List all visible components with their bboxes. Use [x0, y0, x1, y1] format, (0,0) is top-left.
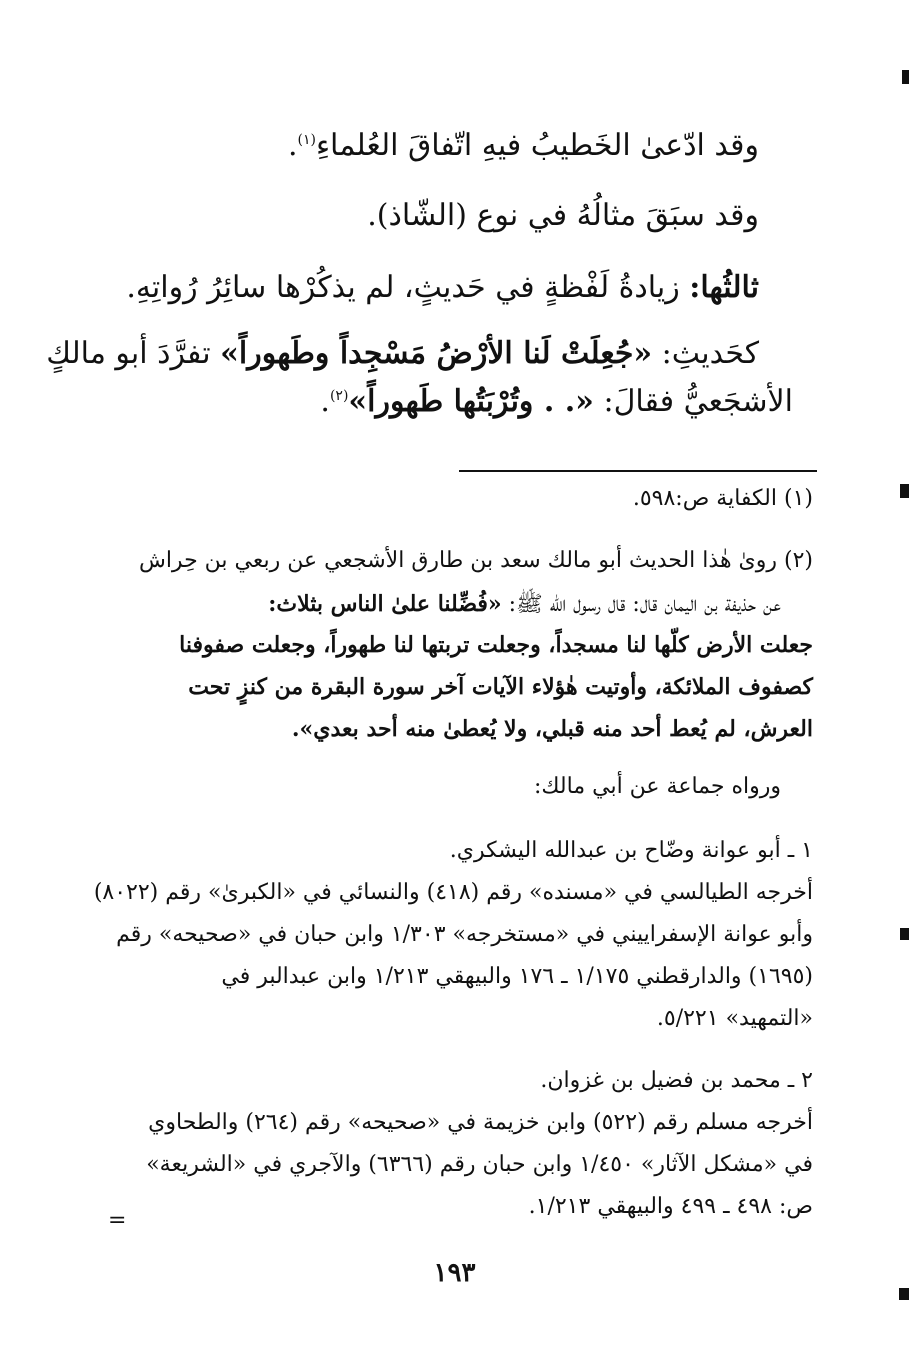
main-paragraph-2: وقد سبَقَ مثالُهُ في نوع (الشّاذ). — [367, 198, 759, 233]
continuation-mark: = — [108, 1208, 127, 1233]
item-1-title: ١ ـ أبو عوانة وضّاح بن عبدالله اليشكري. — [449, 838, 813, 863]
footnote-2-line-5: العرش، لم يُعط أحد منه قبلي، ولا يُعطىٰ منه أحد بعدي». — [291, 716, 813, 742]
paragraph-lead: ثالثُها: — [689, 270, 759, 305]
footnote-2-line-4: كصفوف الملائكة، وأوتيت هٰؤلاء الآيات آخر سورة البقرة من كنزٍ تحت — [188, 674, 813, 700]
item-1-line-1: أخرجه الطيالسي في «مسنده» رقم (٤١٨) والنسائي في «الكبرىٰ» رقم (٨٠٢٢) — [93, 880, 813, 905]
text-segment: . — [320, 384, 330, 419]
scan-mark — [902, 70, 909, 84]
main-paragraph-4-line-1 — [46, 336, 759, 371]
footnote-1: (١) الكفاية ص:٥٩٨. — [632, 486, 813, 511]
item-1-line-2: وأبو عوانة الإسفراييني في «مستخرجه» ١/٣٠٣ وابن حبان في «صحيحه» رقم — [116, 922, 813, 947]
main-text: وقد ادّعىٰ الخَطيبُ فيهِ اتّفاقَ العُلماءِ — [315, 128, 759, 163]
paragraph-text: زيادةُ لَفْظةٍ في حَديثٍ، لم يذكُرْها سائِرُ رُواتِهِ. — [126, 270, 690, 305]
item-2-line-2: في «مشكل الآثار» ١/٤٥٠ وابن حبان رقم (٦٣٦٦) والآجري في «الشريعة» — [146, 1152, 813, 1177]
item-1-line-3: (١٦٩٥) والدارقطني ١/١٧٥ ـ ١٧٦ والبيهقي ١/٢١٣ وابن عبدالبر في — [221, 964, 813, 989]
footnote-2-line-6: ورواه جماعة عن أبي مالك: — [533, 774, 781, 799]
hadith-quote: «. . وتُرْبَتُها طَهوراً» — [348, 384, 594, 419]
footnote-ref-2: (٢) — [329, 388, 349, 404]
main-paragraph-1 — [288, 128, 759, 163]
footnote-ref-1: (١) — [297, 132, 316, 148]
item-2-line-1: أخرجه مسلم رقم (٥٢٢) وابن خزيمة في «صحيحه» رقم (٢٦٤) والطحاوي — [148, 1110, 813, 1135]
text-segment: الأشجَعيُّ فقالَ: — [593, 384, 793, 419]
hadith-quote: «فُضِّلنا علىٰ الناس بثلاث: — [268, 591, 502, 617]
hadith-quote: «جُعِلَتْ لَنا الأرْضُ مَسْجِداً وطَهوراً» — [220, 336, 653, 371]
text-segment: كحَديثِ: — [652, 336, 759, 371]
item-1-line-4: «التمهيد» ٥/٢٢١. — [656, 1006, 813, 1031]
footnote-2-line-1: (٢) روىٰ هٰذا الحديث أبو مالك سعد بن طارق الأشجعي عن ربعي بن حِراش — [138, 548, 813, 573]
footnote-2-line-3: جعلت الأرض كلّها لنا مسجداً، وجعلت تربتها لنا طهوراً، وجعلت صفوفنا — [179, 632, 813, 658]
item-2-line-3: ص: ٤٩٨ ـ ٤٩٩ والبيهقي ١/٢١٣. — [528, 1194, 813, 1219]
scan-mark — [900, 928, 909, 940]
scan-mark — [900, 484, 909, 498]
text-segment: عن حذيفة بن اليمان قال: قال رسول الله ﷺ: — [501, 592, 781, 617]
main-paragraph-4-line-2 — [320, 384, 793, 419]
footnote-separator — [459, 470, 817, 472]
main-paragraph-3 — [126, 270, 759, 305]
footnote-2-line-2 — [268, 590, 781, 622]
page-number: ١٩٣ — [433, 1258, 476, 1288]
text-segment: تفرَّدَ أبو مالكٍ — [46, 336, 221, 371]
scan-mark — [899, 1288, 909, 1300]
item-2-title: ٢ ـ محمد بن فضيل بن غزوان. — [540, 1068, 813, 1093]
main-text-end: . — [287, 128, 298, 163]
